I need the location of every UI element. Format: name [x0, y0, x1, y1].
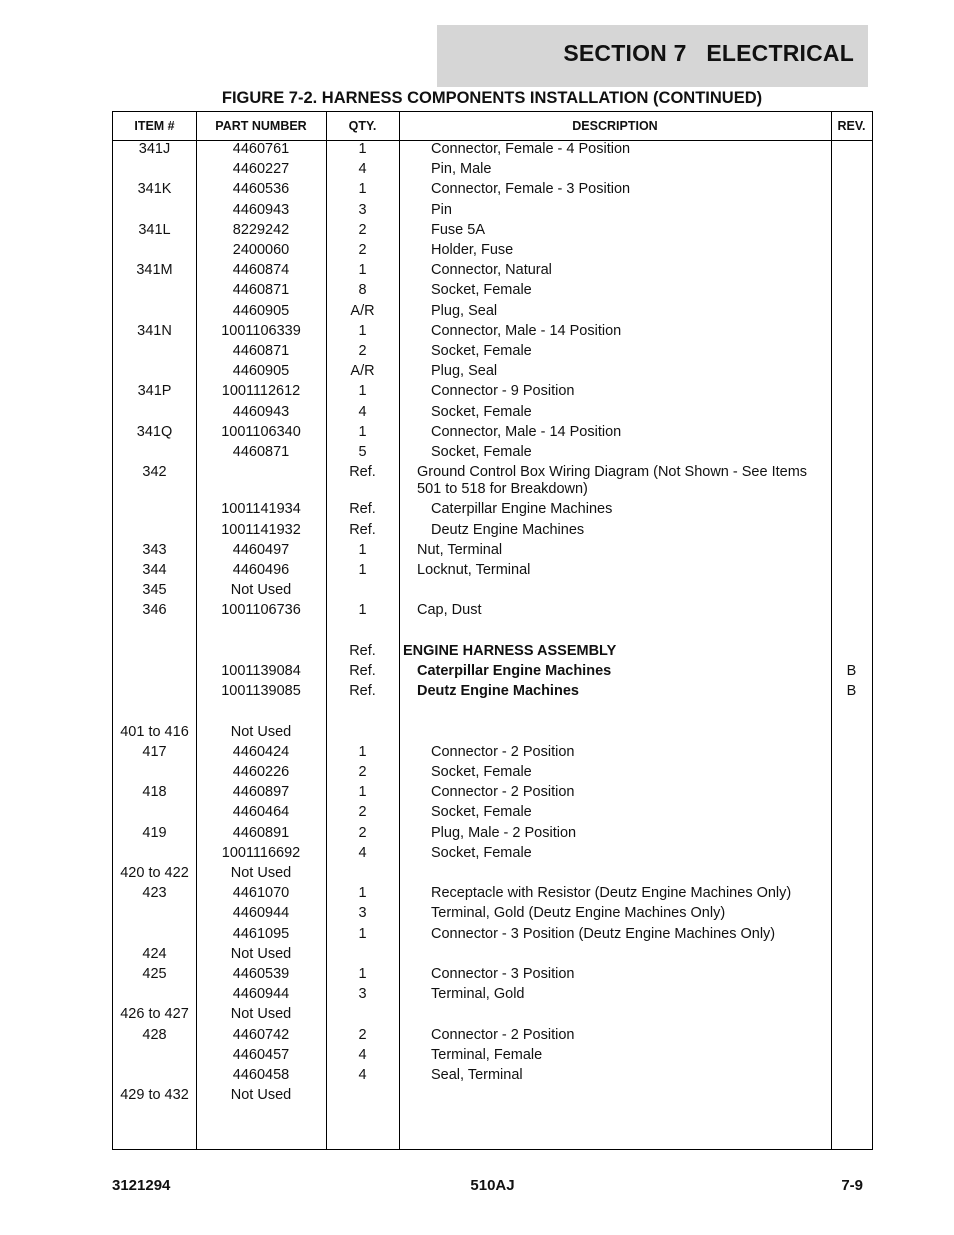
item-cell: 346: [142, 602, 167, 619]
description-cell: Fuse 5A: [431, 221, 485, 238]
item-cell: 341J: [138, 141, 171, 157]
description-cell: Connector - 2 Position: [431, 784, 575, 801]
item-cell: 417: [142, 743, 167, 760]
part-number-cell: 1001106340: [221, 423, 301, 440]
description-cell: Connector - 2 Position: [431, 743, 575, 760]
qty-cell: 4: [358, 403, 367, 420]
part-number-cell: 1001106339: [221, 322, 301, 339]
description-cell: Socket, Female: [431, 844, 532, 861]
qty-cell: 2: [358, 824, 367, 841]
part-number-cell: 4460457: [232, 1046, 290, 1063]
description-cell: Connector, Female - 4 Position: [431, 141, 631, 157]
part-number-cell: 4460464: [232, 804, 290, 821]
part-number-cell: 4460874: [232, 262, 290, 279]
description-cell: Connector - 2 Position: [431, 1026, 575, 1043]
qty-cell: 2: [358, 764, 367, 780]
qty-cell: 1: [358, 966, 367, 982]
part-number-cell: 4460497: [232, 541, 290, 558]
part-number-cell: 4460871: [232, 444, 290, 460]
footer-model: 510AJ: [470, 1177, 515, 1194]
description-cell: Ground Control Box Wiring Diagram (Not Shown - See Items 501 to 518 for Breakdown): [417, 464, 808, 498]
part-number-cell: 4460891: [232, 824, 290, 841]
column-divider: [399, 112, 400, 1149]
qty-cell: 1: [358, 562, 367, 578]
description-cell: Connector, Female - 3 Position: [431, 181, 631, 198]
item-cell: 342: [142, 464, 167, 481]
qty-cell: 3: [358, 201, 367, 218]
description-cell: Caterpillar Engine Machines: [431, 501, 613, 518]
qty-cell: 1: [358, 743, 367, 760]
item-cell: 429 to 432: [120, 1087, 189, 1104]
description-cell: Socket, Female: [431, 343, 532, 359]
part-number-cell: 4460227: [232, 161, 290, 178]
item-cell: 419: [142, 824, 167, 841]
part-number-cell: 1001141934: [221, 501, 301, 518]
part-number-cell: 1001139085: [221, 683, 301, 700]
item-cell: 423: [142, 885, 167, 902]
part-number-cell: Not Used: [230, 945, 292, 962]
part-number-cell: 1001139084: [221, 663, 301, 679]
part-number-cell: 4460944: [232, 905, 290, 922]
part-number-cell: 4460943: [232, 403, 290, 420]
part-number-cell: 4460226: [232, 764, 290, 780]
qty-cell: 4: [358, 1067, 367, 1083]
qty-cell: 4: [358, 844, 367, 861]
part-number-cell: 8229242: [232, 221, 290, 238]
item-cell: 345: [142, 582, 167, 599]
qty-cell: Ref.: [349, 683, 376, 700]
description-cell: Holder, Fuse: [431, 242, 514, 258]
qty-cell: 2: [358, 1026, 367, 1043]
description-cell: Plug, Seal: [431, 363, 498, 380]
description-cell: Seal, Terminal: [431, 1067, 523, 1083]
item-cell: 424: [142, 945, 167, 962]
part-number-cell: Not Used: [230, 582, 292, 599]
footer-doc-number: 3121294: [112, 1177, 171, 1194]
part-number-cell: 1001116692: [221, 844, 301, 861]
description-cell: Socket, Female: [431, 282, 532, 299]
description-cell: Socket, Female: [431, 403, 532, 420]
part-number-cell: 4460496: [232, 562, 290, 578]
description-cell: Connector, Male - 14 Position: [431, 322, 622, 339]
qty-cell: 1: [358, 602, 367, 619]
description-cell: Connector - 3 Position: [431, 966, 575, 982]
item-cell: 426 to 427: [120, 1006, 189, 1023]
part-number-cell: 1001112612: [221, 383, 301, 400]
qty-cell: 2: [358, 242, 367, 258]
description-cell: Terminal, Female: [431, 1046, 543, 1063]
part-number-cell: Not Used: [230, 723, 292, 740]
qty-cell: 2: [358, 343, 367, 359]
description-cell: Pin, Male: [431, 161, 492, 178]
description-cell: Connector - 3 Position (Deutz Engine Machines Only): [431, 925, 776, 942]
item-cell: 344: [142, 562, 167, 578]
description-cell: Socket, Female: [431, 804, 532, 821]
description-cell: Deutz Engine Machines: [417, 683, 579, 700]
qty-cell: 1: [358, 541, 367, 558]
rev-cell: B: [846, 663, 857, 679]
part-number-cell: 1001141932: [221, 521, 301, 538]
qty-cell: Ref.: [349, 521, 376, 538]
qty-cell: 1: [358, 423, 367, 440]
column-header-description: DESCRIPTION: [572, 119, 658, 133]
part-number-cell: 4460536: [232, 181, 290, 198]
part-number-cell: Not Used: [230, 1006, 292, 1023]
qty-cell: 8: [358, 282, 367, 299]
qty-cell: 2: [358, 804, 367, 821]
qty-cell: 1: [358, 181, 367, 198]
item-cell: 341K: [137, 181, 172, 198]
item-cell: 428: [142, 1026, 167, 1043]
part-number-cell: 4460944: [232, 986, 290, 1003]
part-number-cell: 4461095: [232, 925, 290, 942]
description-cell: Socket, Female: [431, 764, 532, 780]
part-number-cell: Not Used: [230, 1087, 292, 1104]
section-title: SECTION 7 ELECTRICAL: [563, 40, 854, 66]
part-number-cell: 4461070: [232, 885, 290, 902]
description-cell: Receptacle with Resistor (Deutz Engine Machines Only): [431, 885, 792, 902]
qty-cell: 2: [358, 221, 367, 238]
qty-cell: A/R: [350, 302, 375, 319]
part-number-cell: 4460943: [232, 201, 290, 218]
column-header-rev: REV.: [837, 119, 866, 133]
qty-cell: Ref.: [349, 663, 376, 679]
item-cell: 343: [142, 541, 167, 558]
qty-cell: 1: [358, 885, 367, 902]
part-number-cell: 4460424: [232, 743, 290, 760]
part-number-cell: 1001106736: [221, 602, 301, 619]
item-cell: 341P: [137, 383, 172, 400]
item-cell: 420 to 422: [120, 865, 189, 881]
item-cell: 401 to 416: [120, 723, 189, 740]
qty-cell: 1: [358, 925, 367, 942]
column-header-part-number: PART NUMBER: [215, 119, 307, 133]
description-cell: Caterpillar Engine Machines: [417, 663, 612, 679]
rev-cell: B: [846, 683, 857, 700]
parts-table: [112, 111, 873, 1150]
qty-cell: 5: [358, 444, 367, 460]
description-cell: Terminal, Gold (Deutz Engine Machines Only): [431, 905, 726, 922]
item-cell: 418: [142, 784, 167, 801]
item-cell: 341M: [136, 262, 173, 279]
qty-cell: 1: [358, 141, 367, 157]
description-cell: Plug, Male - 2 Position: [431, 824, 577, 841]
footer-page-number: 7-9: [841, 1177, 863, 1194]
qty-cell: 1: [358, 383, 367, 400]
description-cell: Plug, Seal: [431, 302, 498, 319]
description-cell: Terminal, Gold: [431, 986, 525, 1003]
qty-cell: A/R: [350, 363, 375, 380]
column-header-qty: QTY.: [348, 119, 377, 133]
qty-cell: 1: [358, 322, 367, 339]
part-number-cell: 4460761: [232, 141, 290, 157]
description-cell: Locknut, Terminal: [417, 562, 531, 578]
qty-cell: Ref.: [349, 642, 376, 659]
item-cell: 425: [142, 966, 167, 982]
part-number-cell: 4460539: [232, 966, 290, 982]
part-number-cell: 2400060: [232, 242, 290, 258]
column-header-item: ITEM #: [134, 119, 175, 133]
part-number-cell: Not Used: [230, 865, 292, 881]
figure-title: FIGURE 7-2. HARNESS COMPONENTS INSTALLATION (CONTINUED): [221, 89, 763, 107]
part-number-cell: 4460742: [232, 1026, 290, 1043]
qty-cell: Ref.: [349, 464, 376, 481]
description-cell: Pin: [431, 201, 452, 218]
description-cell: Connector - 9 Position: [431, 383, 575, 400]
part-number-cell: 4460458: [232, 1067, 290, 1083]
qty-cell: 4: [358, 161, 367, 178]
description-cell: Connector, Male - 14 Position: [431, 423, 622, 440]
section-banner: [437, 25, 868, 87]
description-cell: Cap, Dust: [417, 602, 482, 619]
part-number-cell: 4460871: [232, 282, 290, 299]
description-cell: ENGINE HARNESS ASSEMBLY: [403, 642, 617, 659]
qty-cell: 3: [358, 986, 367, 1003]
qty-cell: 1: [358, 262, 367, 279]
part-number-cell: 4460905: [232, 363, 290, 380]
item-cell: 341L: [138, 221, 171, 238]
qty-cell: Ref.: [349, 501, 376, 518]
qty-cell: 3: [358, 905, 367, 922]
column-divider: [831, 112, 832, 1149]
part-number-cell: 4460897: [232, 784, 290, 801]
part-number-cell: 4460905: [232, 302, 290, 319]
description-cell: Connector, Natural: [431, 262, 552, 279]
item-cell: 341N: [137, 322, 172, 339]
qty-cell: 4: [358, 1046, 367, 1063]
item-cell: 341Q: [136, 423, 173, 440]
qty-cell: 1: [358, 784, 367, 801]
description-cell: Nut, Terminal: [417, 541, 503, 558]
description-cell: Socket, Female: [431, 444, 532, 460]
part-number-cell: 4460871: [232, 343, 290, 359]
description-cell: Deutz Engine Machines: [431, 521, 585, 538]
